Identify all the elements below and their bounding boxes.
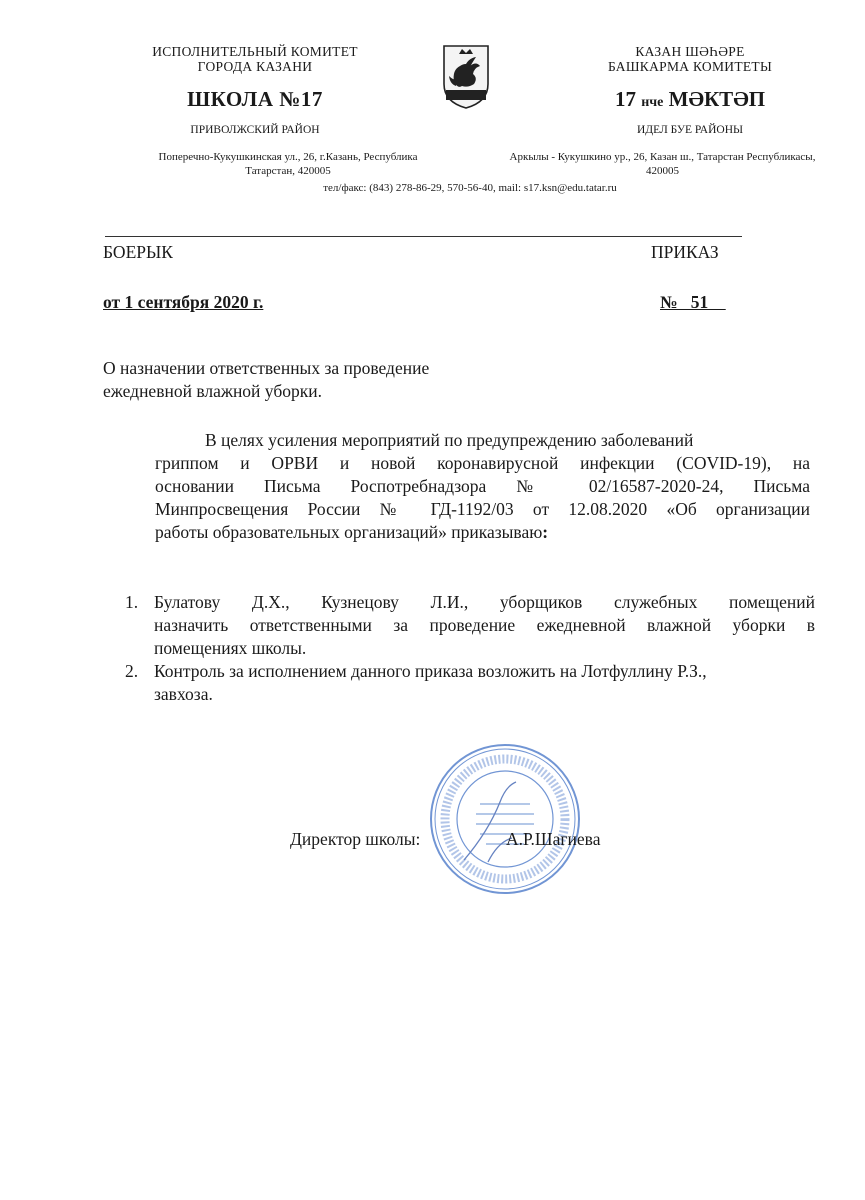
preamble-line3: основании Письма Роспотребнадзора № 02/16587-2020-24, Письма xyxy=(155,476,810,496)
header-right-school-word: МӘКТӘП xyxy=(668,87,766,111)
header-right-address-line2: 420005 xyxy=(646,165,679,177)
header-left-org xyxy=(125,44,385,74)
official-stamp-icon xyxy=(428,742,582,896)
header-right-org xyxy=(555,44,825,74)
header-left-district: ПРИВОЛЖСКИЙ РАЙОН xyxy=(190,124,320,136)
signature-title: Директор школы: xyxy=(290,829,421,849)
order-item-line: помещениях школы. xyxy=(154,638,307,658)
order-number: № 51 xyxy=(660,292,726,312)
header-left-address-line2: Татарстан, 420005 xyxy=(245,165,331,177)
header-right-school xyxy=(555,87,825,112)
round-stamp-icon xyxy=(428,742,582,896)
order-subject-line1: О назначении ответственных за проведение xyxy=(103,358,430,378)
header-contacts: тел/факс: (843) 278-86-29, 570-56-40, mail: s17.ksn@edu.tatar.ru xyxy=(323,182,617,194)
header-left-org-line2: ГОРОДА КАЗАНИ xyxy=(197,59,313,74)
header-right-school-num: 17 xyxy=(614,87,636,111)
preamble-line2: гриппом и ОРВИ и новой коронавирусной инфекции (COVID-19), на xyxy=(155,453,810,473)
order-item xyxy=(105,591,815,660)
header-right-org-line1: КАЗАН ШӘҺӘРЕ xyxy=(635,44,745,59)
preamble-line5: работы образовательных организаций» приказываю xyxy=(155,522,543,542)
header-left-address xyxy=(118,150,458,178)
order-item-number: 2. xyxy=(125,661,139,681)
order-subject xyxy=(103,357,523,403)
header-left-org-line1: ИСПОЛНИТЕЛЬНЫЙ КОМИТЕТ xyxy=(152,44,358,59)
order-item-number: 1. xyxy=(125,592,139,612)
header-right-district: ИДЕЛ БУЕ РАЙОНЫ xyxy=(636,124,744,136)
order-item xyxy=(105,660,815,706)
order-item-line: завхоза. xyxy=(154,684,213,704)
header-right-address-line1: Аркылы - Кукушкино ур., 26, Казан ш., Татарстан Республикасы, xyxy=(509,151,816,163)
preamble-line5-wrap xyxy=(155,521,810,544)
kazan-emblem-icon xyxy=(440,42,492,110)
order-item-line: Контроль за исполнением данного приказа возложить на Лотфуллину Р.З., xyxy=(154,661,707,681)
order-type-tatar: БОЕРЫК xyxy=(103,242,173,262)
preamble-line1: В целях усиления мероприятий по предупреждению заболеваний xyxy=(205,430,694,450)
order-item-line: Булатову Д.Х., Кузнецову Л.И., уборщиков служебных помещений xyxy=(154,592,815,612)
order-items xyxy=(105,591,815,706)
header-divider xyxy=(105,236,742,237)
header-right-school-suffix: нче xyxy=(641,95,664,110)
header-left-school: ШКОЛА №17 xyxy=(187,87,323,111)
kazan-dragon-emblem-icon xyxy=(440,42,492,110)
header-left-address-line1: Поперечно-Кукушкинская ул., 26, г.Казань, Республика xyxy=(158,151,418,163)
header-right-org-line2: БАШКАРМА КОМИТЕТЫ xyxy=(607,59,773,74)
order-subject-line2: ежедневной влажной уборки. xyxy=(103,381,322,401)
order-type-russian: ПРИКАЗ xyxy=(651,242,719,262)
order-item-line: назначить ответственными за проведение ежедневной влажной уборки в xyxy=(154,615,815,635)
order-date: от 1 сентября 2020 г. xyxy=(103,292,264,312)
preamble-colon: : xyxy=(542,522,549,542)
preamble-line4: Минпросвещения России № ГД-1192/03 от 12.08.2020 «Об организации xyxy=(155,499,810,519)
signature-name: А.Р.Шагиева xyxy=(506,829,601,849)
header-right-address xyxy=(470,150,855,178)
preamble-paragraph xyxy=(155,429,810,544)
